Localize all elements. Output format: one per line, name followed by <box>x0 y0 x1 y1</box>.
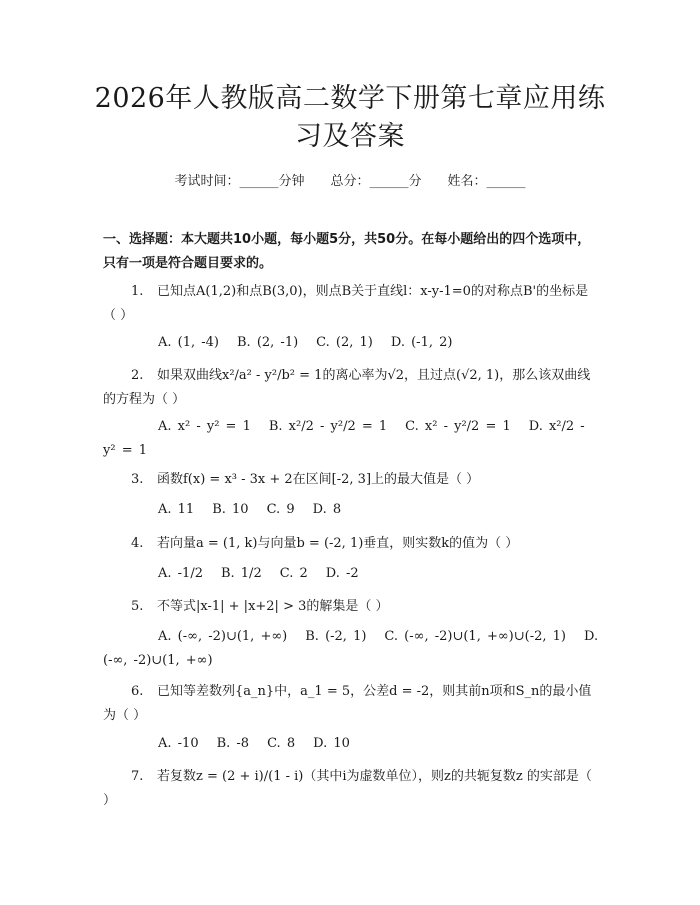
question-3 <box>103 468 600 492</box>
exam-info <box>0 170 700 189</box>
question-number: 5. <box>131 599 144 614</box>
option-a: A. (-∞, -2)∪(1, +∞) <box>158 629 288 644</box>
question-stem: 如果双曲线x²/a² - y²/b² = 1的离心率为√2，且过点(√2, 1)，那么该双曲线的方程为（ ） <box>103 368 591 407</box>
option-c: C. x² - y²/2 = 1 <box>405 419 511 434</box>
question-6 <box>103 680 600 728</box>
question-stem: 已知等差数列{a_n}中，a_1 = 5，公差d = -2，则其前n项和S_n的最小值为（ ） <box>103 684 592 723</box>
question-4 <box>103 532 600 556</box>
question-stem: 函数f(x) = x³ - 3x + 2在区间[-2, 3]上的最大值是（ ） <box>157 472 480 487</box>
option-c: C. (2, 1) <box>316 335 373 350</box>
question-6-options <box>103 732 600 756</box>
question-stem: 已知点A(1,2)和点B(3,0)，则点B关于直线l：x-y-1=0的对称点B'的坐标是（ ） <box>103 284 589 323</box>
exam-total-score: 总分：______分 <box>330 174 422 189</box>
option-c: C. (-∞, -2)∪(1, +∞)∪(-2, 1) <box>384 629 566 644</box>
question-number: 2. <box>131 368 144 383</box>
option-b: B. (-2, 1) <box>305 629 367 644</box>
question-stem: 若向量a = (1, k)与向量b = (-2, 1)垂直，则实数k的值为（ ） <box>157 536 519 551</box>
option-b: B. 10 <box>212 502 249 517</box>
exam-student-name: 姓名：______ <box>447 174 526 189</box>
option-c: C. 2 <box>279 566 308 581</box>
question-number: 4. <box>131 536 144 551</box>
section-heading: 一、选择题：本大题共10小题，每小题5分，共50分。在每小题给出的四个选项中，只有一项是符合题目要求的。 <box>103 232 591 271</box>
option-a: A. -10 <box>158 736 199 751</box>
option-b: B. (2, -1) <box>237 335 299 350</box>
question-number: 3. <box>131 472 144 487</box>
question-2-options <box>103 415 600 463</box>
question-stem: 若复数z = (2 + i)/(1 - i)（其中i为虚数单位），则z的共轭复数z 的实部是（ ） <box>103 769 592 808</box>
option-d: D. -2 <box>325 566 359 581</box>
option-a: A. x² - y² = 1 <box>158 419 251 434</box>
option-b: B. -8 <box>216 736 250 751</box>
option-a: A. -1/2 <box>158 566 203 581</box>
option-d: D. (-1, 2) <box>390 335 453 350</box>
question-7 <box>103 765 600 813</box>
option-a: A. 11 <box>158 502 195 517</box>
question-3-options <box>103 498 600 522</box>
option-b: B. 1/2 <box>220 566 262 581</box>
exam-time: 考试时间：______分钟 <box>174 174 305 189</box>
option-a: A. (1, -4) <box>158 335 219 350</box>
question-4-options <box>103 562 600 586</box>
question-2 <box>103 364 600 412</box>
question-number: 1. <box>131 284 144 299</box>
option-c: C. 9 <box>266 502 295 517</box>
option-d: D. 8 <box>312 502 342 517</box>
option-d: D. (-∞, -2)∪(1, +∞) <box>103 629 599 668</box>
option-c: C. 8 <box>267 736 296 751</box>
option-d: D. 10 <box>313 736 350 751</box>
document-title: 2026年人教版高二数学下册第七章应用练习及答案 <box>94 83 606 152</box>
question-stem: 不等式|x-1| + |x+2| > 3的解集是（ ） <box>157 599 389 614</box>
question-5-options <box>103 625 600 673</box>
question-5 <box>103 595 600 619</box>
question-number: 7. <box>131 769 144 784</box>
option-b: B. x²/2 - y²/2 = 1 <box>268 419 388 434</box>
option-d: D. x²/2 - y² = 1 <box>103 419 585 458</box>
question-1-options <box>103 331 600 355</box>
question-number: 6. <box>131 684 144 699</box>
question-1 <box>103 280 600 328</box>
